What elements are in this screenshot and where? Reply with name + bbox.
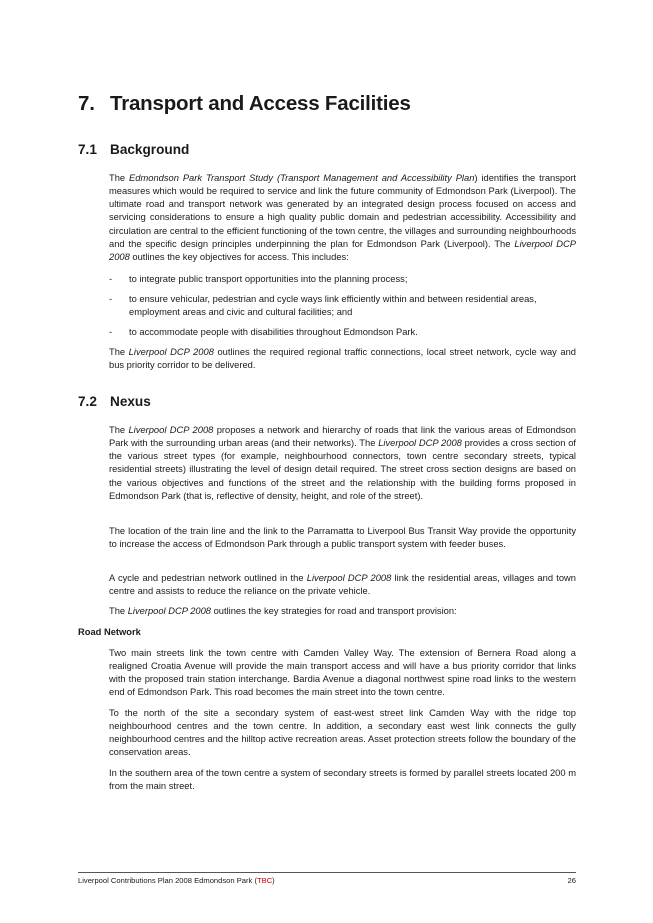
nexus-paragraph-2: The location of the train line and the link to the Parramatta to Liverpool Bus Transit Way provide the opportunity to increase the access of Edmondson Park through a public transport system with feeder buses. (109, 526, 576, 550)
footer-document-title: Liverpool Contributions Plan 2008 Edmondson Park (TBC) (78, 876, 275, 885)
chapter-title: Transport and Access Facilities (110, 92, 411, 115)
footer-divider (78, 872, 576, 873)
section-heading-background: 7.1 Background (78, 142, 190, 157)
nexus-paragraph-1: The Liverpool DCP 2008 proposes a network and hierarchy of roads that link the various areas of Edmondson Park with the surrounding urban areas (and their networks). The Liverpool DCP 2008 provides a cross section of the various street types (for example, neighbourhood connectors, town centre secondary streets, typical residential streets) illustrating the level of design detail required. The street cross section designs are based on the various objectives and functions of the street and the relationship with the building forms proposed in Edmondson Park (that is, reflective of density, height, and role of the street). (109, 425, 576, 501)
background-paragraph-1: The Edmondson Park Transport Study (Transport Management and Accessibility Plan) identifies the transport measures which would be required to service and link the future community of Edmondson Park (Liverpool). The ultimate road and transport network was generated by an integrated design process focused on access and servicing considerations to ensure a high quality public domain and pedestrian accessibility. Accessibility and circulation are central to the efficient functioning of the town centre, the villages and surrounding neighbourhoods and the specific design principles underpinning the plan for Edmondson Park (Liverpool). The Liverpool DCP 2008 outlines the key objectives for access. This includes: (109, 173, 577, 262)
nexus-paragraph-3: A cycle and pedestrian network outlined in the Liverpool DCP 2008 link the residential areas, villages and town centre and assists to reduce the reliance on the private vehicle. (109, 573, 576, 597)
footer-tbc: TBC (256, 876, 273, 885)
road-network-subheading: Road Network (78, 627, 141, 637)
document-page: 7. Transport and Access Facilities 7.1 Background The Edmondson Park Transport Study (Transport Management and Accessibility Plan) identifies the transport measures which would be required to service and link the future community of Edmondson Park (Liverpool). The ultimate road and transport network was generated by an integrated design process focused on access and servicing considerations to ensure a high quality public domain and pedestrian accessibility. Accessibility and circulation are central to the efficient functioning of the town centre, the villages and surrounding neighbourhoods and the specific design principles underpinning the plan for Edmondson Park (Liverpool). The Liverpool DCP 2008 outlines the key objectives for access. This includes: - to integrate public transport opportunities into the planning process; - to ensure vehicular, pedestrian and cycle ways link efficiently within and between residential areas, employment areas and civic and cultural facilities; and - to accommodate people with disabilities throughout Edmondson Park. The Liverpool DCP 2008 outlines the required regional traffic connections, local street network, cycle way and bus priority corridor to be delivered. 7.2 Nexus The Liverpool DCP 2008 proposes a network and hierarchy of roads that link the various areas of Edmondson Park with the surrounding urban areas (and their networks). The Liverpool DCP 2008 provides a cross section of the various street types (for example, neighbourhood connectors, town centre secondary streets, typical residential streets) illustrating the level of design detail required. The street cross section designs are based on the various objectives and functions of the street and the relationship with the building forms proposed in Edmondson Park (that is, reflective of density, height, and role of the street). The location of the train line and the link to the Parramatta to Liverpool Bus Transit Way provide the opportunity to increase the access of Edmondson Park through a public transport system with feeder buses. A cycle and pedestrian network outlined in the Liverpool DCP 2008 link the residential areas, villages and town centre and assists to reduce the reliance on the private vehicle. The Liverpool DCP 2008 outlines the key strategies for road and transport provision: Road Network Two main streets link the town centre with Camden Valley Way. The extension of Bernera Road along a realigned Croatia Avenue will provide the main transport access and will have a bus priority corridor that links with the proposed train station interchange. Bardia Avenue a diagonal northwest spine road links to the western end of Edmondson Park. This road becomes the main street into the town centre. To the north of the site a secondary system of east-west street link Camden Way with the ridge top neighbourhood centres and the town centre. In addition, a secondary east west link connects the gully neighbourhood centres and the hilltop active recreation areas. Asset protection streets follow the boundary of the conservation areas. In the southern area of the town centre a system of secondary streets is formed by parallel streets located 200 m from the main street. Liverpool Contributions Plan 2008 Edmondson Park (TBC) 26 (78, 92, 577, 885)
road-network-paragraph-2: To the north of the site a secondary system of east-west street link Camden Way with the ridge top neighbourhood centres and the town centre. In addition, a secondary east west link connects the gully neighbourhood centres and the hilltop active recreation areas. Asset protection streets follow the boundary of the conservation areas. (109, 708, 576, 758)
nexus-paragraph-4: The Liverpool DCP 2008 outlines the key strategies for road and transport provision: (109, 606, 457, 616)
background-paragraph-2: The Liverpool DCP 2008 outlines the required regional traffic connections, local street network, cycle way and bus priority corridor to be delivered. (109, 347, 576, 371)
road-network-paragraph-1: Two main streets link the town centre with Camden Valley Way. The extension of Bernera Road along a realigned Croatia Avenue will provide the main transport access and will have a bus priority corridor that links with the proposed train station interchange. Bardia Avenue a diagonal northwest spine road links to the western end of Edmondson Park. This road becomes the main street into the town centre. (109, 648, 576, 698)
section-heading-nexus: 7.2 Nexus (78, 394, 151, 409)
page-number: 26 (567, 876, 576, 885)
chapter-heading (78, 92, 411, 116)
chapter-number: 7. (78, 92, 95, 115)
road-network-paragraph-3: In the southern area of the town centre a system of secondary streets is formed by parallel streets located 200 m from the main street. (109, 768, 576, 792)
